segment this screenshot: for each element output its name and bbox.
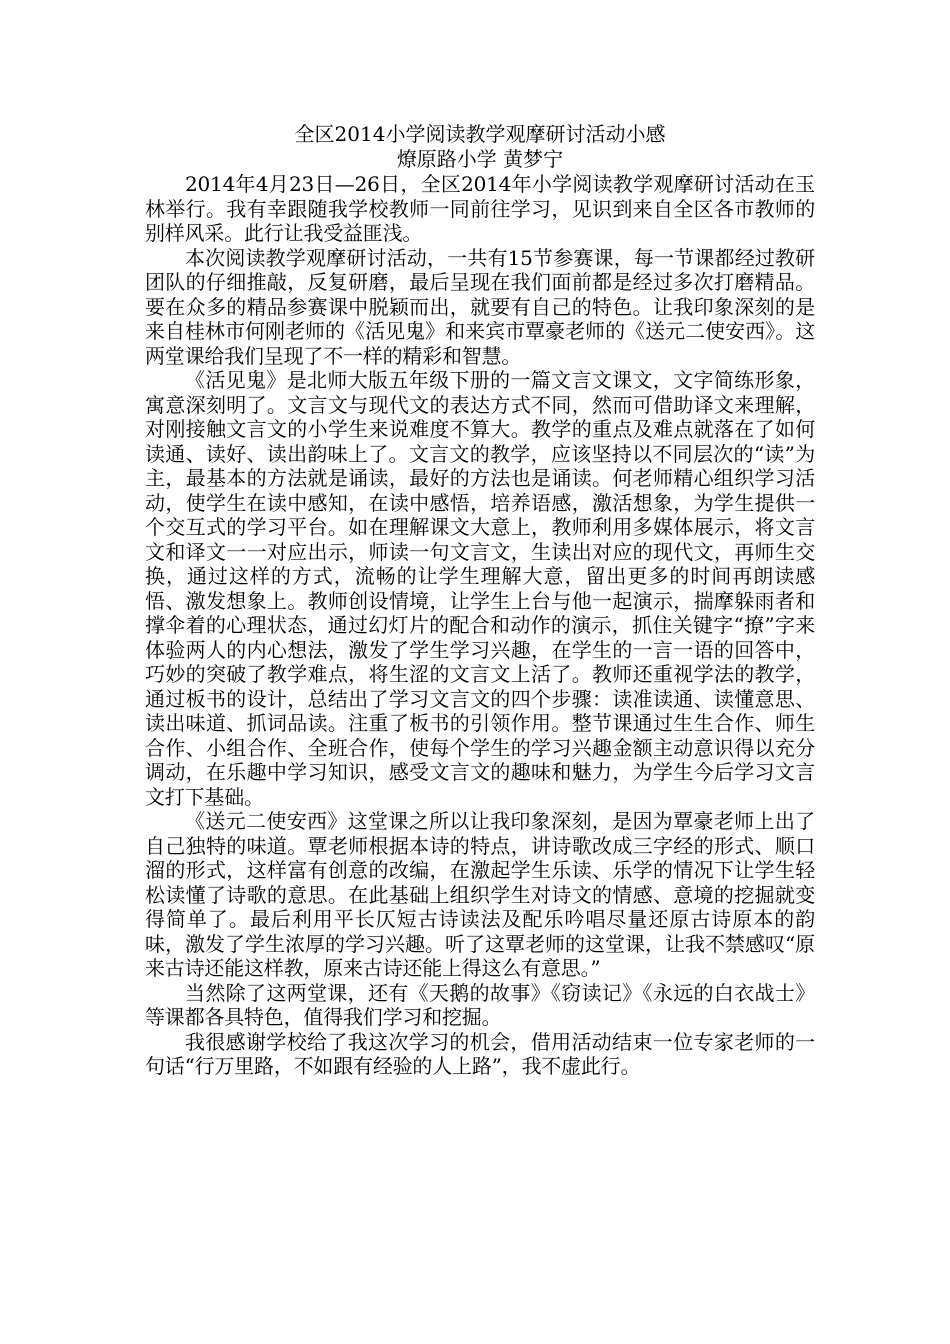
paragraph-overview: 本次阅读教学观摩研讨活动，一共有15节参赛课，每一节课都经过教研团队的仔细推敲，反复研磨，最后呈现在我们面前都是经过多次打磨精品。要在众多的精品参赛课中脱颖而出，就要有自己的特色。让我印象深刻的是来自桂林市何刚老师的《活见鬼》和来宾市覃豪老师的《送元二使安西》。这两堂课给我们呈现了不一样的精彩和智慧。 — [145, 245, 815, 368]
document-title: 全区2014小学阅读教学观摩研讨活动小感 — [294, 122, 666, 146]
document-page — [145, 122, 815, 1079]
paragraph-intro: 2014年4月23日—26日，全区2014年小学阅读教学观摩研讨活动在玉林举行。我有幸跟随我学校教师一同前往学习，见识到来自全区各市教师的别样风采。此行让我受益匪浅。 — [145, 172, 815, 245]
paragraph-songyuaner: 《送元二使安西》这堂课之所以让我印象深刻，是因为覃豪老师上出了自己独特的味道。覃老师根据本诗的特点，讲诗歌改成三字经的形式、顺口溜的形式，这样富有创意的改编，在激起学生乐读、乐学的情况下让学生轻松读懂了诗歌的意思。在此基础上组织学生对诗文的情感、意境的挖掘就变得简单了。最后利用平长仄短古诗读法及配乐吟唱尽量还原古诗原本的韵味，激发了学生浓厚的学习兴趣。听了这覃老师的这堂课，让我不禁感叹“原来古诗还能这样教，原来古诗还能上得这么有意思。” — [145, 809, 815, 980]
paragraph-huojiangui: 《活见鬼》是北师大版五年级下册的一篇文言文课文，文字简练形象，寓意深刻明了。文言文与现代文的表达方式不同，然而可借助译文来理解，对刚接触文言文的小学生来说难度不算大。教学的重点及难点就落在了如何读通、读好、读出韵味上了。文言文的教学，应该坚持以不同层次的“读”为主，最基本的方法就是诵读，最好的方法也是诵读。何老师精心组织学习活动，使学生在读中感知，在读中感悟，培养语感，激活想象，为学生提供一个交互式的学习平台。如在理解课文大意上，教师利用多媒体展示，将文言文和译文一一对应出示，师读一句文言文，生读出对应的现代文，再师生交换，通过这样的方式，流畅的让学生理解大意，留出更多的时间再朗读感悟、激发想象上。教师创设情境，让学生上台与他一起演示，揣摩躲雨者和撑伞着的心理状态，通过幻灯片的配合和动作的演示，抓住关键字“撩”字来体验两人的内心想法，激发了学生学习兴趣，在学生的一言一语的回答中，巧妙的突破了教学难点，将生涩的文言文上活了。教师还重视学法的教学，通过板书的设计，总结出了学习文言文的四个步骤：读准读通、读懂意思、读出味道、抓词品读。注重了板书的引领作用。整节课通过生生合作、师生合作、小组合作、全班合作，使每个学生的学习兴趣金额主动意识得以充分调动，在乐趣中学习知识，感受文言文的趣味和魅力，为学生今后学习文言文打下基础。 — [145, 368, 815, 809]
paragraph-conclusion: 我很感谢学校给了我这次学习的机会，借用活动结束一位专家老师的一句话“行万里路，不如跟有经验的人上路”，我不虚此行。 — [145, 1029, 815, 1078]
paragraph-other-lessons: 当然除了这两堂课，还有《天鹅的故事》《窃读记》《永远的白衣战士》等课都各具特色，值得我们学习和挖掘。 — [145, 980, 815, 1029]
document-author: 燎原路小学 黄梦宁 — [396, 147, 564, 171]
